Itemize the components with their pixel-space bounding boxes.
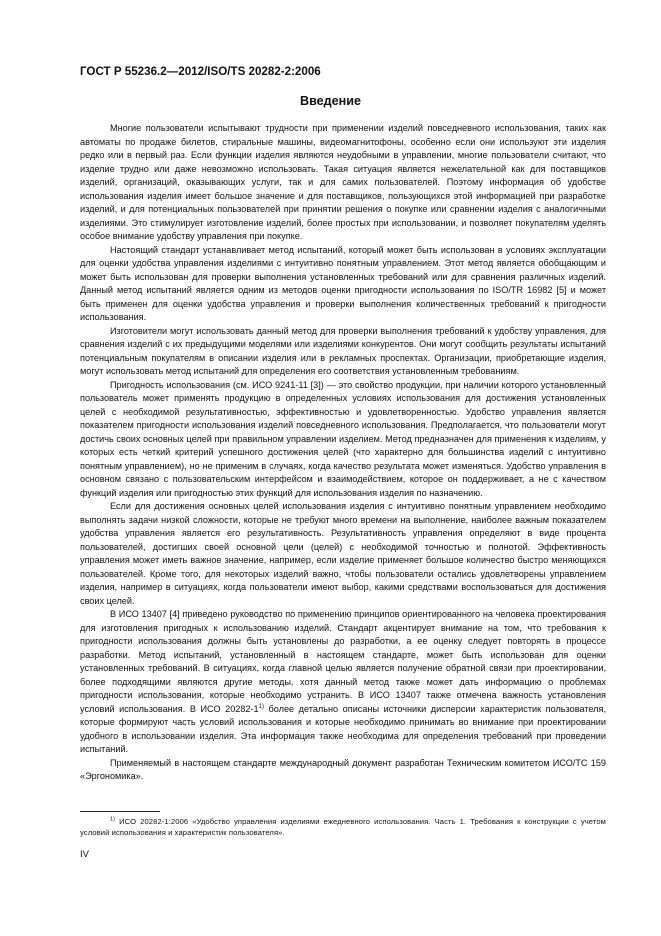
footnote bbox=[80, 816, 606, 839]
footnote-mark: 1) bbox=[110, 816, 116, 823]
paragraph-6-part-b: более детально описаны источники дисперсии характеристик пользователя, которые формируют часть условий использования и которые необходимо принимать во внимание при проектировании удобного в использовании изделия. Эта информация также необходима для определения требований при проведении испытаний. bbox=[80, 703, 606, 754]
paragraph-6-part-a: В ИСО 13407 [4] приведено руководство по применению принципов ориентированного на человека проектирования для изготовления пригодных к использованию изделий. Стандарт акцентирует внимание на том, что требования к пригодности использования должны быть установлены до разработки, а ее оценку следует повторять в процессе разработки. Метод испытаний, установленный в настоящем стандарте, может быть использован для оценки установленных требований. В ситуациях, когда главной целью является получение обратной связи при проектировании, более подходящими являются другие методы, хотя данный метод также может дать информацию о проблемах пригодности использования, которые необходимо устранить. В ИСО 13407 также отмечена важность установления условий использования. В ИСО 20282-1 bbox=[80, 609, 606, 714]
paragraph-5: Если для достижения основных целей использования изделия с интуитивно понятным управлением необходимо выполнять задачи низкой сложности, которые не требуют много времени на выполнение, наиболее важным показателем удобства управления является его результативность. Результативность управления определяют в виде процента пользователей, достигших своей основной цели (целей) с необходимой точностью и полнотой. Эффективность управления может иметь важное значение, например, если изделие применяет большое количество быстро меняющихся пользователей. Кроме того, для некоторых изделий важно, чтобы пользователи остались удовлетворены управлением изделия, например в ситуациях, когда пользователи имеют выбор, какими средствами воспользоваться для достижения своих целей. bbox=[80, 501, 606, 606]
footnote-reference: 1) bbox=[258, 703, 264, 710]
footnote-text: ИСО 20282-1:2006 «Удобство управления изделиями ежедневного использования. Часть 1. Требования к конструкции с учетом условий использования и характеристик пользователя». bbox=[80, 817, 606, 838]
section-title: Введение bbox=[299, 94, 362, 108]
paragraph-7: Применяемый в настоящем стандарте международный документ разработан Техническим комитетом ИСО/ТС 159 «Эргономика». bbox=[80, 757, 606, 781]
paragraph-3: Изготовители могут использовать данный метод для проверки выполнения требований к удобству управления, для сравнения изделий с их предыдущими моделями или изделиями конкурентов. Они могут сообщить результаты испытаний потенциальным покупателям в описании изделия или в рекламных проспектах. Организации, приобретающие изделия, могут использовать метод испытаний для определения его соответствия установленным требованиям. bbox=[80, 325, 606, 376]
footnote-divider bbox=[80, 811, 160, 812]
page-number: IV bbox=[80, 849, 89, 860]
paragraph-6 bbox=[80, 608, 606, 757]
standard-header: ГОСТ Р 55236.2—2012/ISO/TS 20282-2:2006 bbox=[80, 65, 321, 78]
paragraph-1: Многие пользователи испытывают трудности при применении изделий повседневного использования, таких как автоматы по продаже билетов, стиральные машины, видеомагнитофоны, особенно если они используют эти изделия редко или в первый раз. Если функции изделия являются неудобными в управлении, многие пользователи считают, что изделие трудно или даже невозможно использовать. Такая ситуация является нежелательной как для поставщиков изделий, организаций, оказывающих услуги, так и для самих пользователей. Поэтому информация об удобстве использования изделия имеет большое значение и для поставщиков, пользующихся этой информацией при разработке изделий, и для потенциальных пользователей при принятии решения о покупке или сравнении изделия с аналогичными изделиями. Это стимулирует изготовление изделий, более простых при использовании, и позволяет покупателям уделять особое внимание удобству управления при покупке. bbox=[80, 123, 606, 241]
body-text bbox=[80, 122, 606, 784]
paragraph-4: Пригодность использования (см. ИСО 9241-11 [3]) — это свойство продукции, при наличии которого установленный пользователь может применять продукцию в определенных условиях использования для достижения установленных целей с необходимой результативностью, эффективностью и удовлетворенностью. Удобство управления является показателем пригодности использования изделий повседневного использования. Предполагается, что пользователи могут достичь своих основных целей при правильном управлении изделием. Метод предназначен для применения к изделиям, у которых есть четкий критерий успешного достижения целей (что характерно для большинства изделий с интуитивно понятным управлением), но не применим в случаях, когда качество результата может изменяться. Удобство управления в основном связано с пользовательским интерфейсом и взаимодействием, которое он поддерживает, а не с качеством функций изделия или пригодностью этих функций для использования изделия по назначению. bbox=[80, 379, 606, 498]
paragraph-2: Настоящий стандарт устанавливает метод испытаний, который может быть использован в условиях эксплуатации для оценки удобства управления изделиями с интуитивно понятным управлением. Этот метод является обобщающим и может быть использован для проверки выполнения установленных требований или для сравнения различных изделий. Данный метод испытаний является одним из методов оценки пригодности использования по ISO/TR 16982 [5] и может быть применен для оценки удобства управления и проверки выполнения количественных требований к пригодности использования. bbox=[80, 244, 606, 322]
